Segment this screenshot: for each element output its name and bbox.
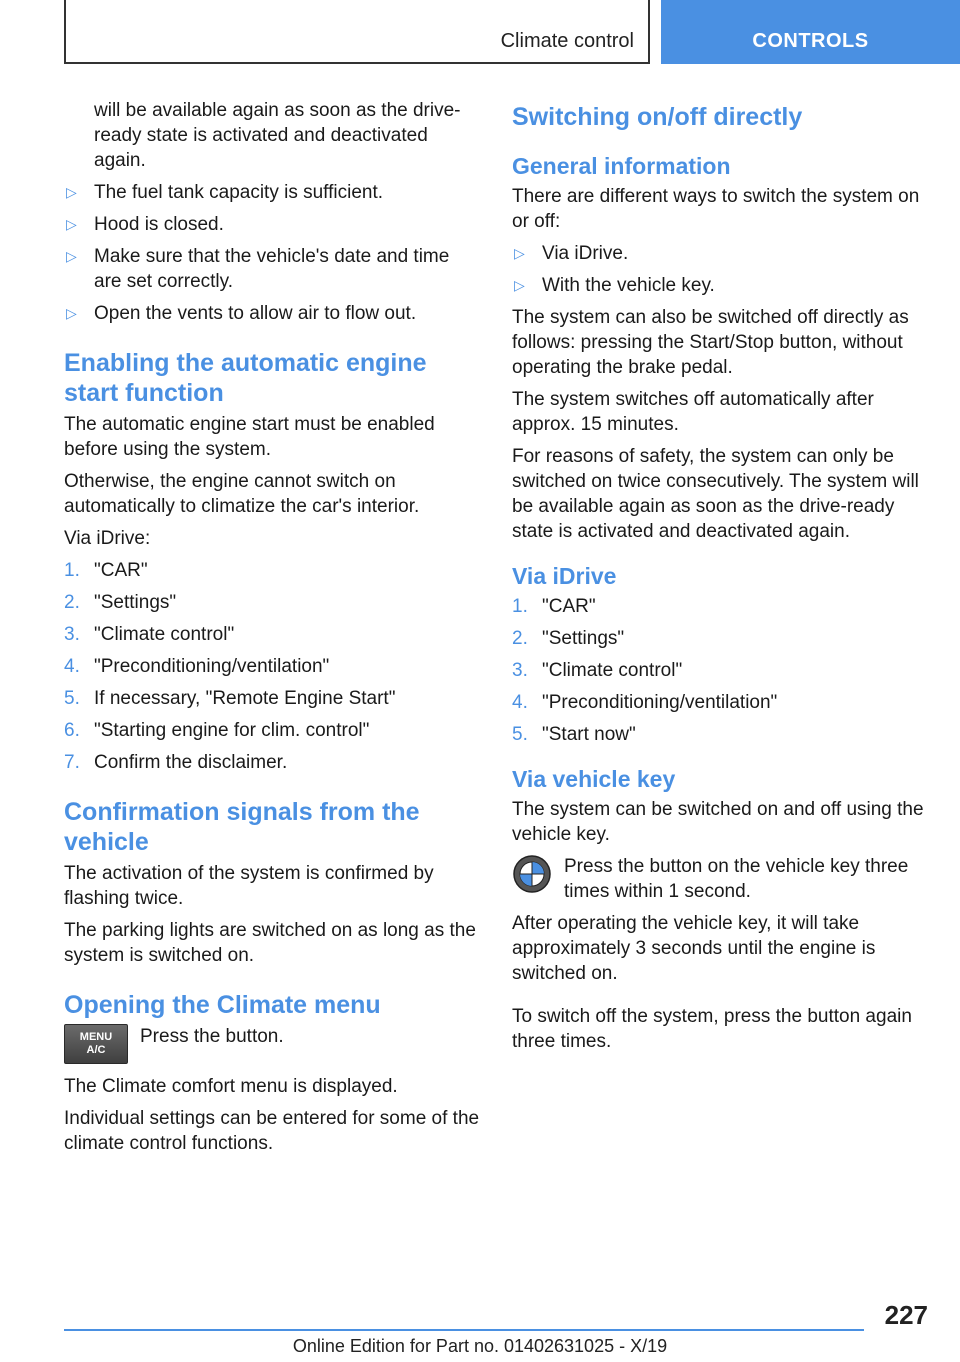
press-instruction: Press the button. — [140, 1026, 284, 1047]
paragraph: The Climate comfort menu is displayed. — [64, 1076, 398, 1097]
heading-switching: Switching on/off directly — [512, 103, 803, 131]
heading-enabling: Enabling the automatic engine start function — [64, 349, 427, 407]
paragraph: The parking lights are switched on as long as the system is switched on. — [64, 920, 476, 966]
triangle-bullet-icon: ▷ — [66, 305, 77, 321]
step-item: 1. "CAR" — [512, 596, 596, 617]
paragraph: The automatic engine start must be enabled before using the system. — [64, 414, 435, 460]
paragraph: For reasons of safety, the system can only be switched on twice consecutively. The system will be available again as soon as the drive-ready state is activated and deactivated again. — [512, 446, 919, 542]
list-item: ▷ Hood is closed. — [66, 214, 224, 235]
triangle-bullet-icon: ▷ — [66, 216, 77, 232]
paragraph: Via iDrive: — [64, 528, 151, 549]
enabling-steps — [64, 558, 482, 775]
heading-via-vehicle-key: Via vehicle key — [512, 766, 676, 792]
switch-methods-list — [512, 241, 932, 298]
paragraph: Individual settings can be entered for some of the climate control functions. — [64, 1108, 480, 1154]
footer-divider — [64, 1329, 864, 1331]
triangle-bullet-icon: ▷ — [514, 277, 525, 293]
key-instruction — [512, 854, 932, 904]
triangle-bullet-icon: ▷ — [66, 248, 77, 264]
menu-button-instruction — [64, 1024, 482, 1066]
triangle-bullet-icon: ▷ — [66, 184, 77, 200]
header-frame — [64, 0, 650, 64]
idrive-steps — [512, 594, 932, 747]
paragraph: The activation of the system is confirmed by flashing twice. — [64, 863, 434, 909]
edition-note: Online Edition for Part no. 01402631025 - X/19 — [292, 1336, 668, 1356]
paragraph: To switch off the system, press the button again three times. — [512, 1006, 912, 1052]
right-column — [512, 98, 932, 1061]
step-item: 1. "CAR" — [64, 560, 148, 581]
paragraph: There are different ways to switch the system on or off: — [512, 186, 920, 232]
step-item: 5. If necessary, "Remote Engine Start" — [64, 688, 396, 709]
list-item: ▷ With the vehicle key. — [514, 275, 715, 296]
vehicle-key-icon — [512, 854, 552, 894]
left-column — [64, 98, 482, 1163]
chapter-tab[interactable]: CONTROLS — [661, 0, 960, 64]
heading-via-idrive: Via iDrive — [512, 563, 617, 589]
paragraph: After operating the vehicle key, it will take approximately 3 seconds until the engine is switched on. — [512, 913, 876, 984]
step-item: 7. Confirm the disclaimer. — [64, 752, 288, 773]
paragraph: The system switches off automatically after approx. 15 minutes. — [512, 389, 874, 435]
step-item: 2. "Settings" — [64, 592, 177, 613]
step-item: 3. "Climate control" — [64, 624, 235, 645]
paragraph: Otherwise, the engine cannot switch on automatically to climatize the car's interior. — [64, 471, 420, 517]
step-item: 3. "Climate control" — [512, 660, 683, 681]
list-item: ▷ Make sure that the vehicle's date and time are set correctly. — [66, 246, 450, 292]
list-item: ▷ Open the vents to allow air to flow out. — [66, 303, 417, 324]
paragraph: The system can be switched on and off using the vehicle key. — [512, 799, 924, 845]
intro-continuation: will be available again as soon as the drive-ready state is activated and deactivated again. — [94, 100, 461, 171]
paragraph: The system can also be switched off directly as follows: pressing the Start/Stop button, without operating the brake pedal. — [512, 307, 909, 378]
heading-confirmation: Confirmation signals from the vehicle — [64, 798, 420, 856]
press-instruction: Press the button on the vehicle key three times within 1 second. — [564, 856, 909, 902]
heading-opening-climate-menu: Opening the Climate menu — [64, 991, 381, 1019]
triangle-bullet-icon: ▷ — [514, 245, 525, 261]
page-number: 227 — [884, 1300, 928, 1330]
step-item: 5. "Start now" — [512, 724, 636, 745]
step-item: 2. "Settings" — [512, 628, 625, 649]
menu-ac-button-icon: MENU A/C — [64, 1024, 128, 1064]
step-item: 4. "Preconditioning/ventilation" — [512, 692, 778, 713]
requirements-list — [64, 180, 482, 326]
list-item: ▷ The fuel tank capacity is sufficient. — [66, 182, 384, 203]
list-item: ▷ Via iDrive. — [514, 243, 629, 264]
step-item: 6. "Starting engine for clim. control" — [64, 720, 370, 741]
heading-general-information: General information — [512, 153, 731, 179]
section-title: Climate control — [500, 30, 634, 52]
step-item: 4. "Preconditioning/ventilation" — [64, 656, 330, 677]
